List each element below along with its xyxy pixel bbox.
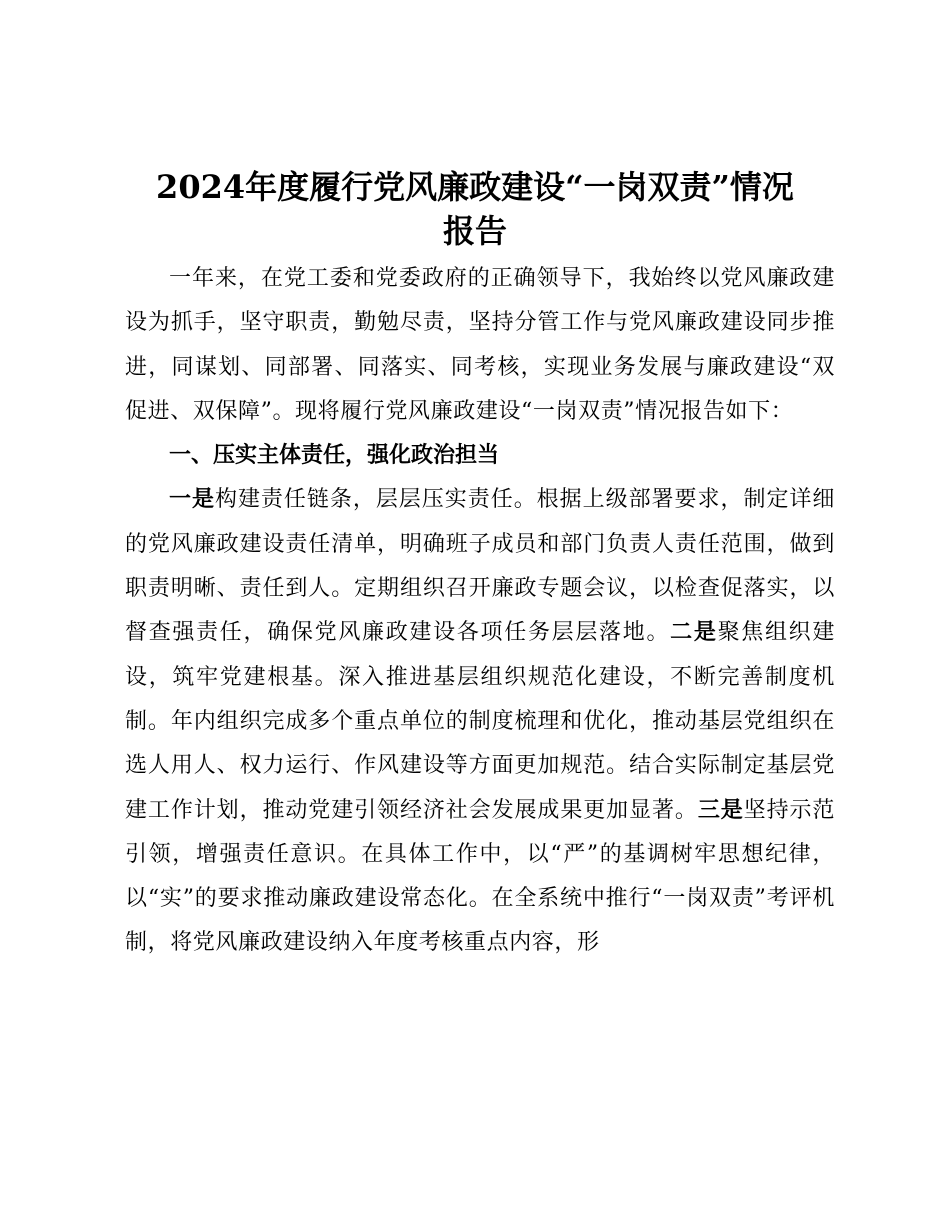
title-line-2: 报告 bbox=[442, 212, 507, 250]
section-text-3: 坚持示范引领，增强责任意识。在具体工作中，以“严”的基调树牢思想纪律，以“实”的要求推动廉政建设常态化。在全系统中推行“一岗双责”考评机制，将党风廉政建设纳入年度考核重点内容，形 bbox=[125, 797, 835, 956]
section-paragraph bbox=[125, 478, 835, 965]
lead-phrase-2: 二是 bbox=[670, 620, 718, 646]
section-text-2: 聚焦组织建设，筑牢党建根基。深入推进基层组织规范化建设，不断完善制度机制。年内组织完成多个重点单位的制度梳理和优化，推动基层党组织在选人用人、权力运行、作风建设等方面更加规范。结合实际制定基层党建工作计划，推动党建引领经济社会发展成果更加显著。 bbox=[125, 620, 835, 823]
document-title bbox=[120, 165, 830, 253]
intro-paragraph: 一年来，在党工委和党委政府的正确领导下，我始终以党风廉政建设为抓手，坚守职责，勤勉尽责，坚持分管工作与党风廉政建设同步推进，同谋划、同部署、同落实、同考核，实现业务发展与廉政建设“双促进、双保障”。现将履行党风廉政建设“一岗双责”情况报告如下： bbox=[125, 266, 835, 424]
lead-phrase-3: 三是 bbox=[697, 797, 744, 823]
section-text-1: 构建责任链条，层层压实责任。根据上级部署要求，制定详细的党风廉政建设责任清单，明确班子成员和部门负责人责任范围，做到职责明晰、责任到人。定期组织召开廉政专题会议，以检查促落实，以督查强责任，确保党风廉政建设各项任务层层落地。 bbox=[125, 487, 836, 646]
title-line-1: 2024年度履行党风廉政建设“一岗双责”情况 bbox=[156, 168, 794, 206]
lead-phrase-1: 一是 bbox=[169, 487, 215, 513]
section-heading: 一、压实主体责任，强化政治担当 bbox=[169, 443, 500, 469]
document-body bbox=[125, 257, 835, 966]
